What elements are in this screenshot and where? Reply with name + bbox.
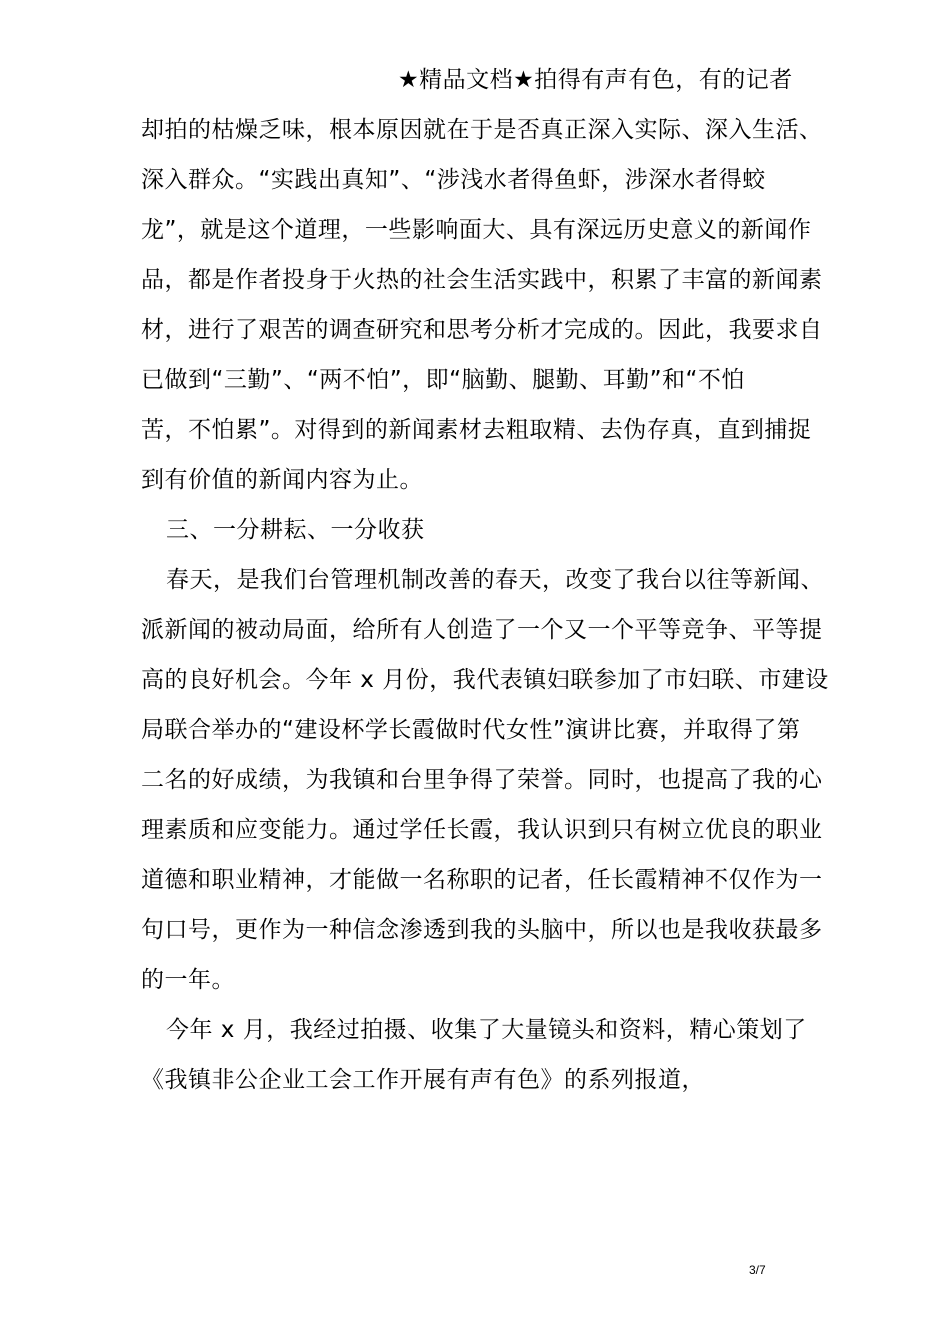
paragraph-text-line: 《我镇非公企业工会工作开展有声有色》的系列报道，: [141, 1067, 705, 1093]
paragraph-text-line: 道德和职业精神，才能做一名称职的记者，任长霞精神不仅作为一: [141, 867, 823, 893]
paragraph-text-line: 派新闻的被动局面，给所有人创造了一个又一个平等竞争、平等提: [141, 617, 823, 643]
body-text-line: 已做到“三勤”、“两不怕”，即“脑勤、腿勤、耳勤”和“不怕: [141, 367, 745, 393]
page-number: 3/7: [749, 1263, 766, 1277]
paragraph-text-line: 句口号，更作为一种信念渗透到我的头脑中，所以也是我收获最多: [141, 917, 823, 943]
body-text-line: 材，进行了艰苦的调查研究和思考分析才完成的。因此，我要求自: [141, 317, 823, 343]
body-text-line: 到有价值的新闻内容为止。: [141, 467, 423, 493]
header-text-line: ★精品文档★拍得有声有色，有的记者: [398, 67, 793, 93]
section-heading: 三、一分耕耘、一分收获: [166, 517, 425, 543]
paragraph-text-line: 高的良好机会。今年 x 月份，我代表镇妇联参加了市妇联、市建设: [141, 667, 829, 693]
paragraph-text-line: 春天，是我们台管理机制改善的春天，改变了我台以往等新闻、: [166, 567, 824, 593]
body-text-line: 苦，不怕累”。对得到的新闻素材去粗取精、去伪存真，直到捕捉: [141, 417, 812, 443]
paragraph-text-line: 局联合举办的“建设杯学长霞做时代女性”演讲比赛，并取得了第: [141, 717, 801, 743]
paragraph-text-line: 二名的好成绩，为我镇和台里争得了荣誉。同时，也提高了我的心: [141, 767, 823, 793]
paragraph-text-line: 理素质和应变能力。通过学任长霞，我认识到只有树立优良的职业: [141, 817, 823, 843]
body-text-line: 深入群众。“实践出真知”、“涉浅水者得鱼虾，涉深水者得蛟: [141, 167, 766, 193]
paragraph-text-line: 的一年。: [141, 967, 235, 993]
body-text-line: 却拍的枯燥乏味，根本原因就在于是否真正深入实际、深入生活、: [141, 117, 823, 143]
body-text-line: 龙”，就是这个道理，一些影响面大、具有深远历史意义的新闻作: [141, 217, 812, 243]
body-text-line: 品，都是作者投身于火热的社会生活实践中，积累了丰富的新闻素: [141, 267, 823, 293]
paragraph-text-line: 今年 x 月，我经过拍摄、收集了大量镜头和资料，精心策划了: [166, 1017, 807, 1043]
